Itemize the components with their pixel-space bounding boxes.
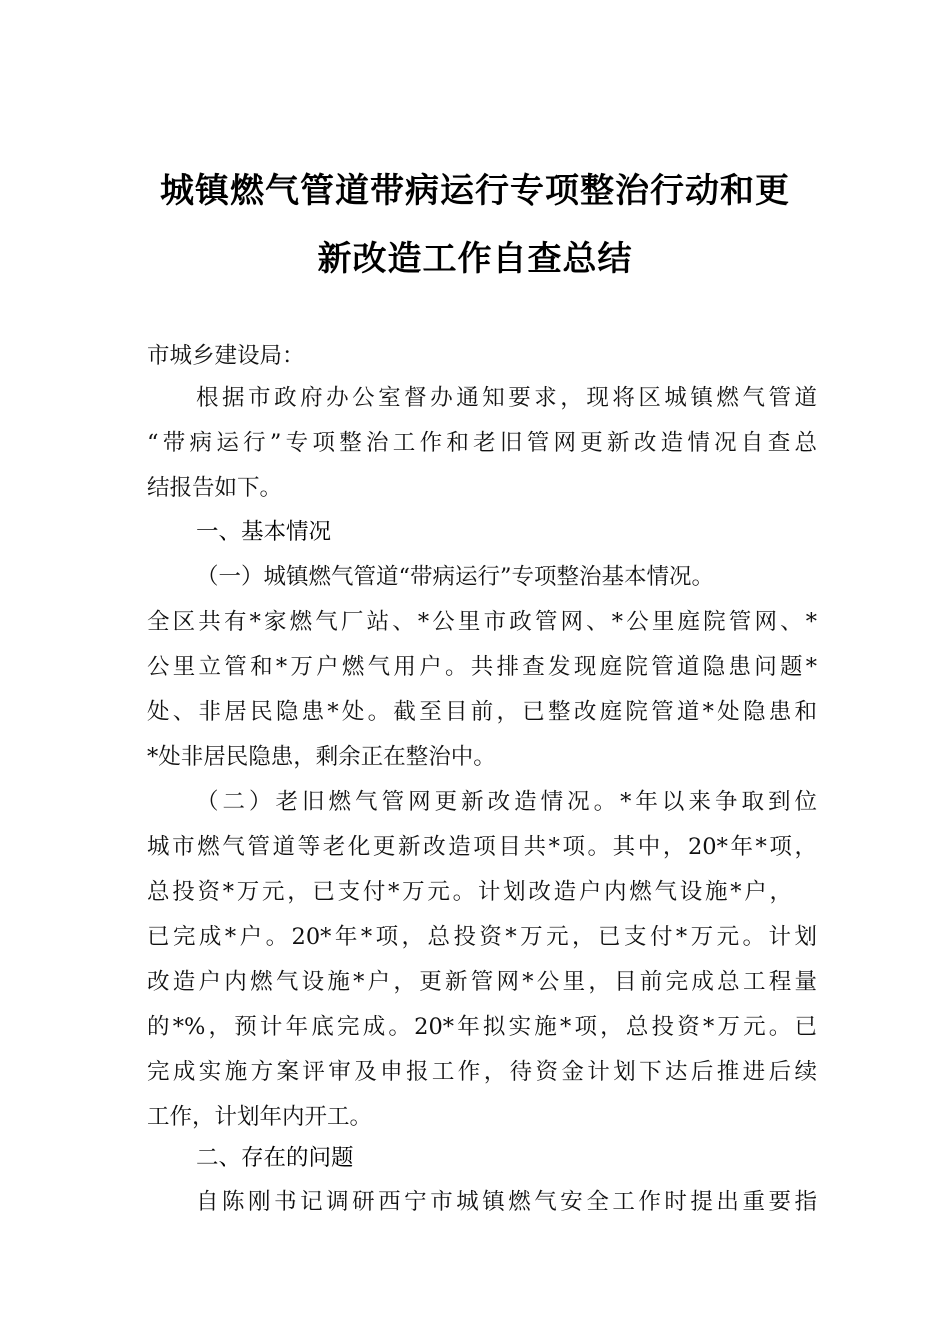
intro-line: 结报告如下。 [147, 475, 283, 501]
intro-line: 根据市政府办公室督办通知要求，现将区城镇燃气管道 [196, 385, 817, 411]
paragraph-line: （二）老旧燃气管网更新改造情况。*年以来争取到位 [196, 789, 817, 815]
paragraph-line: 工作，计划年内开工。 [147, 1104, 373, 1130]
document-title-line-2: 新改造工作自查总结 [317, 239, 633, 279]
paragraph-line: 的*%，预计年底完成。20*年拟实施*项，总投资*万元。已 [147, 1014, 817, 1040]
paragraph-line: 城市燃气管道等老化更新改造项目共*项。其中，20*年*项， [147, 834, 817, 860]
paragraph-line: *处非居民隐患，剩余正在整治中。 [147, 744, 496, 770]
paragraph-line: 总投资*万元，已支付*万元。计划改造户内燃气设施*户， [147, 879, 792, 905]
paragraph-line: 自陈刚书记调研西宁市城镇燃气安全工作时提出重要指 [196, 1189, 817, 1215]
intro-line: “带病运行”专项整治工作和老旧管网更新改造情况自查总 [147, 430, 817, 456]
paragraph-line: 完成实施方案评审及申报工作，待资金计划下达后推进后续 [147, 1059, 817, 1085]
section-heading-basic: 一、基本情况 [196, 519, 332, 545]
paragraph-line: 公里立管和*万户燃气用户。共排查发现庭院管道隐患问题* [147, 654, 817, 680]
salutation: 市城乡建设局： [147, 343, 305, 369]
paragraph-line: 改造户内燃气设施*户，更新管网*公里，目前完成总工程量 [147, 969, 817, 995]
paragraph-line: 已完成*户。20*年*项，总投资*万元，已支付*万元。计划 [147, 924, 817, 950]
paragraph-line: （一）城镇燃气管道“带病运行”专项整治基本情况。 [196, 564, 715, 590]
section-heading-problems: 二、存在的问题 [196, 1145, 354, 1171]
document-title-line-1: 城镇燃气管道带病运行专项整治行动和更 [160, 171, 790, 211]
paragraph-line: 全区共有*家燃气厂站、*公里市政管网、*公里庭院管网、* [147, 609, 817, 635]
paragraph-line: 处、非居民隐患*处。截至目前，已整改庭院管道*处隐患和 [147, 699, 817, 725]
